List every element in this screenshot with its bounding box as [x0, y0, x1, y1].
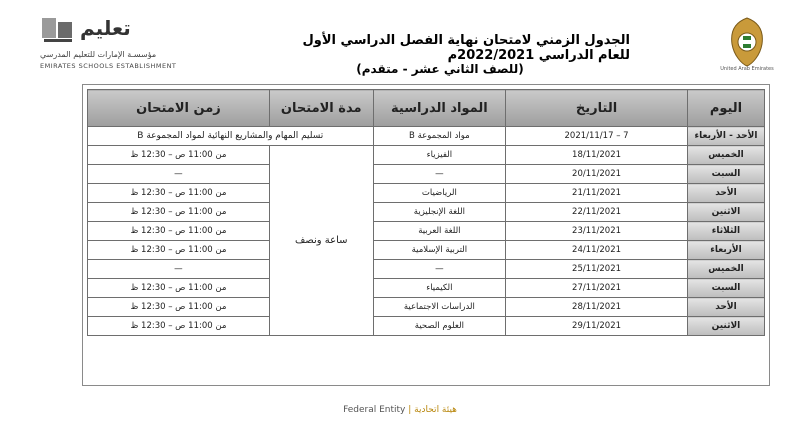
row-day: الاثنين — [687, 203, 764, 222]
header-day: اليوم — [687, 90, 764, 127]
row-day: الأحد — [687, 184, 764, 203]
table-row — [88, 222, 765, 241]
schedule-frame — [82, 84, 770, 386]
row-subject: الفيزياء — [373, 146, 506, 165]
logo-arabic-name: مؤسسـة الإمارات للتعليم المدرسي — [40, 50, 157, 59]
table-row — [88, 260, 765, 279]
row-day: الأربعاء — [687, 241, 764, 260]
ese-logo — [40, 14, 190, 74]
table-row — [88, 203, 765, 222]
row-subject: التربية الإسلامية — [373, 241, 506, 260]
header-date: التاريخ — [506, 90, 688, 127]
row-subject: اللغة الإنجليزية — [373, 203, 506, 222]
table-row — [88, 165, 765, 184]
header-subject: المواد الدراسية — [373, 90, 506, 127]
emblem-caption: United Arab Emirates — [720, 66, 774, 72]
row-subject: اللغة العربية — [373, 222, 506, 241]
ese-logo-icon — [40, 14, 76, 44]
exam-schedule-table — [87, 89, 765, 336]
row-date: 25/11/2021 — [506, 260, 688, 279]
row-date: 24/11/2021 — [506, 241, 688, 260]
logo-english-name: EMIRATES SCHOOLS ESTABLISHMENT — [40, 62, 177, 70]
page-title: الجدول الزمني لامتحان نهاية الفصل الدراسي الأول للعام الدراسي 2022/2021م — [302, 33, 630, 63]
row-time: من 11:00 ص – 12:30 ظ — [88, 317, 270, 336]
row-day: الأحد - الأربعاء — [687, 127, 764, 146]
row-time: من 11:00 ص – 12:30 ظ — [88, 298, 270, 317]
row-day: الخميس — [687, 260, 764, 279]
row-note: تسليم المهام والمشاريع النهائية لمواد المجموعة B — [88, 127, 374, 146]
uae-emblem-icon — [724, 16, 770, 68]
row-subject: — — [373, 165, 506, 184]
row-subject: العلوم الصحية — [373, 317, 506, 336]
table-row — [88, 184, 765, 203]
table-row — [88, 241, 765, 260]
row-date: 23/11/2021 — [506, 222, 688, 241]
table-row — [88, 317, 765, 336]
table-row — [88, 279, 765, 298]
table-header-row — [88, 90, 765, 127]
row-time: من 11:00 ص – 12:30 ظ — [88, 241, 270, 260]
page-subtitle: (للصف الثاني عشر - متقدم) — [356, 62, 524, 76]
footer — [0, 405, 800, 415]
header-time: زمن الامتحان — [88, 90, 270, 127]
row-duration: ساعة ونصف — [269, 146, 373, 336]
row-time: من 11:00 ص – 12:30 ظ — [88, 146, 270, 165]
row-time: من 11:00 ص – 12:30 ظ — [88, 184, 270, 203]
footer-divider: | — [408, 405, 415, 415]
row-subject: الرياضيات — [373, 184, 506, 203]
header-duration: مدة الامتحان — [269, 90, 373, 127]
row-time: من 11:00 ص – 12:30 ظ — [88, 279, 270, 298]
row-subject: مواد المجموعة B — [373, 127, 506, 146]
row-date: 18/11/2021 — [506, 146, 688, 165]
row-time: — — [88, 260, 270, 279]
row-day: الأحد — [687, 298, 764, 317]
table-row — [88, 127, 765, 146]
logo-wordmark: تعليم — [80, 16, 131, 40]
footer-english: Federal Entity — [343, 405, 406, 415]
row-date: 27/11/2021 — [506, 279, 688, 298]
row-day: الخميس — [687, 146, 764, 165]
row-date: 29/11/2021 — [506, 317, 688, 336]
row-time: من 11:00 ص – 12:30 ظ — [88, 222, 270, 241]
row-subject: — — [373, 260, 506, 279]
row-day: الثلاثاء — [687, 222, 764, 241]
row-date: 7 – 2021/11/17 — [506, 127, 688, 146]
row-date: 21/11/2021 — [506, 184, 688, 203]
table-row — [88, 298, 765, 317]
row-subject: الكيمياء — [373, 279, 506, 298]
row-date: 28/11/2021 — [506, 298, 688, 317]
row-date: 22/11/2021 — [506, 203, 688, 222]
row-day: الاثنين — [687, 317, 764, 336]
row-day: السبت — [687, 279, 764, 298]
row-time: — — [88, 165, 270, 184]
row-date: 20/11/2021 — [506, 165, 688, 184]
footer-arabic: هيئة اتحادية — [414, 405, 457, 415]
row-day: السبت — [687, 165, 764, 184]
row-time: من 11:00 ص – 12:30 ظ — [88, 203, 270, 222]
table-row — [88, 146, 765, 165]
row-subject: الدراسات الاجتماعية — [373, 298, 506, 317]
